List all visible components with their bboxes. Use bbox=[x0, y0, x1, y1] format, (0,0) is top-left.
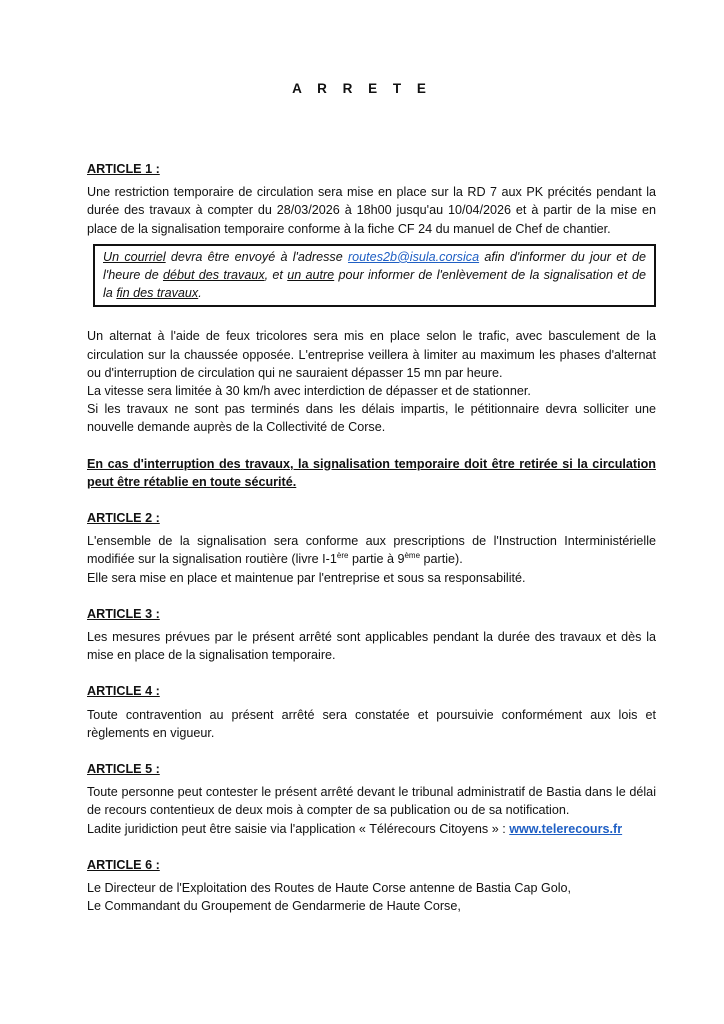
email-link[interactable]: routes2b@isula.corsica bbox=[347, 249, 480, 264]
article-2-text: partie). bbox=[420, 552, 463, 567]
article-1-paragraph: La vitesse sera limitée à 30 km/h avec interdiction de dépasser et de stationner. bbox=[87, 384, 531, 399]
article-1-paragraph: Si les travaux ne sont pas terminés dans les délais impartis, le pétitionnaire devra solliciter une nouvelle demande auprès de la Collectivité de Corse. bbox=[87, 402, 656, 435]
article-1-paragraph: Une restriction temporaire de circulation sera mise en place sur la RD 7 aux PK précités pendant la durée des travaux à compter du 28/03/2026 à 18h00 jusqu'au 10/04/2026 et à partir de la mise en place de la signalisation temporaire conforme à la fiche CF 24 du manuel de Chef de chantier. bbox=[87, 185, 656, 236]
document-body bbox=[87, 160, 656, 916]
article-2-text: partie à 9 bbox=[348, 552, 405, 567]
notice-text: afin d'informer du jour et de l'heure de bbox=[103, 249, 646, 283]
article-5-heading: ARTICLE 5 : bbox=[87, 762, 160, 777]
article-6-heading: ARTICLE 6 : bbox=[87, 857, 160, 872]
article-1-paragraph: Un alternat à l'aide de feux tricolores sera mis en place selon le trafic, avec basculement de la circulation sur la chaussée opposée. L'entreprise veillera à limiter au maximum les phases d'alternat ou d'interruption de circulation qui ne sauraient dépasser 15 mn par heure. bbox=[87, 329, 656, 380]
notice-text: début des travaux bbox=[162, 268, 265, 283]
article-6-line: Le Commandant du Groupement de Gendarmerie de Haute Corse, bbox=[87, 899, 461, 914]
article-2-paragraph bbox=[87, 532, 656, 568]
superscript: ème bbox=[404, 551, 421, 561]
article-5-paragraph: Toute personne peut contester le présent arrêté devant le tribunal administratif de Bastia dans le délai de recours contentieux de deux mois à compter de sa publication ou de sa notification. bbox=[87, 785, 656, 818]
article-5-text: Ladite juridiction peut être saisie via l'application « Télérecours Citoyens » : bbox=[87, 821, 510, 836]
notice-text: . bbox=[198, 286, 202, 301]
article-4-paragraph: Toute contravention au présent arrêté sera constatée et poursuivie conformément aux lois et règlements en vigueur. bbox=[87, 707, 656, 740]
email-notice-box bbox=[93, 244, 656, 308]
article-3-heading: ARTICLE 3 : bbox=[87, 606, 160, 621]
article-4-heading: ARTICLE 4 : bbox=[87, 684, 160, 699]
notice-text: , et bbox=[264, 268, 288, 283]
article-3-paragraph: Les mesures prévues par le présent arrêté sont applicables pendant la durée des travaux et dès la mise en place de la signalisation temporaire. bbox=[87, 630, 656, 663]
article-2-paragraph: Elle sera mise en place et maintenue par l'entreprise et sous sa responsabilité. bbox=[87, 570, 526, 585]
article-2-heading: ARTICLE 2 : bbox=[87, 511, 160, 526]
notice-text: un autre bbox=[287, 268, 335, 283]
notice-text: fin des travaux bbox=[116, 286, 199, 301]
notice-text: devra être envoyé à l'adresse bbox=[165, 249, 348, 264]
notice-text: pour informer de l'enlèvement de la signalisation et de la bbox=[103, 268, 647, 301]
article-1-heading: ARTICLE 1 : bbox=[87, 162, 160, 176]
interruption-warning: En cas d'interruption des travaux, la signalisation temporaire doit être retirée si la circulation peut être rétablie en toute sécurité. bbox=[87, 456, 656, 489]
article-2-text: L'ensemble de la signalisation sera conforme aux prescriptions de l'Instruction Interministérielle modifiée sur la signalisation routière (livre I-1 bbox=[87, 534, 656, 567]
notice-text: Un courriel bbox=[103, 249, 166, 264]
superscript: ère bbox=[336, 551, 349, 561]
article-6-line: Le Directeur de l'Exploitation des Routes de Haute Corse antenne de Bastia Cap Golo, bbox=[87, 881, 572, 896]
article-5-paragraph bbox=[87, 820, 656, 838]
telerecours-link[interactable]: www.telerecours.fr bbox=[509, 821, 623, 836]
document-title: A R R E T E bbox=[292, 81, 432, 96]
